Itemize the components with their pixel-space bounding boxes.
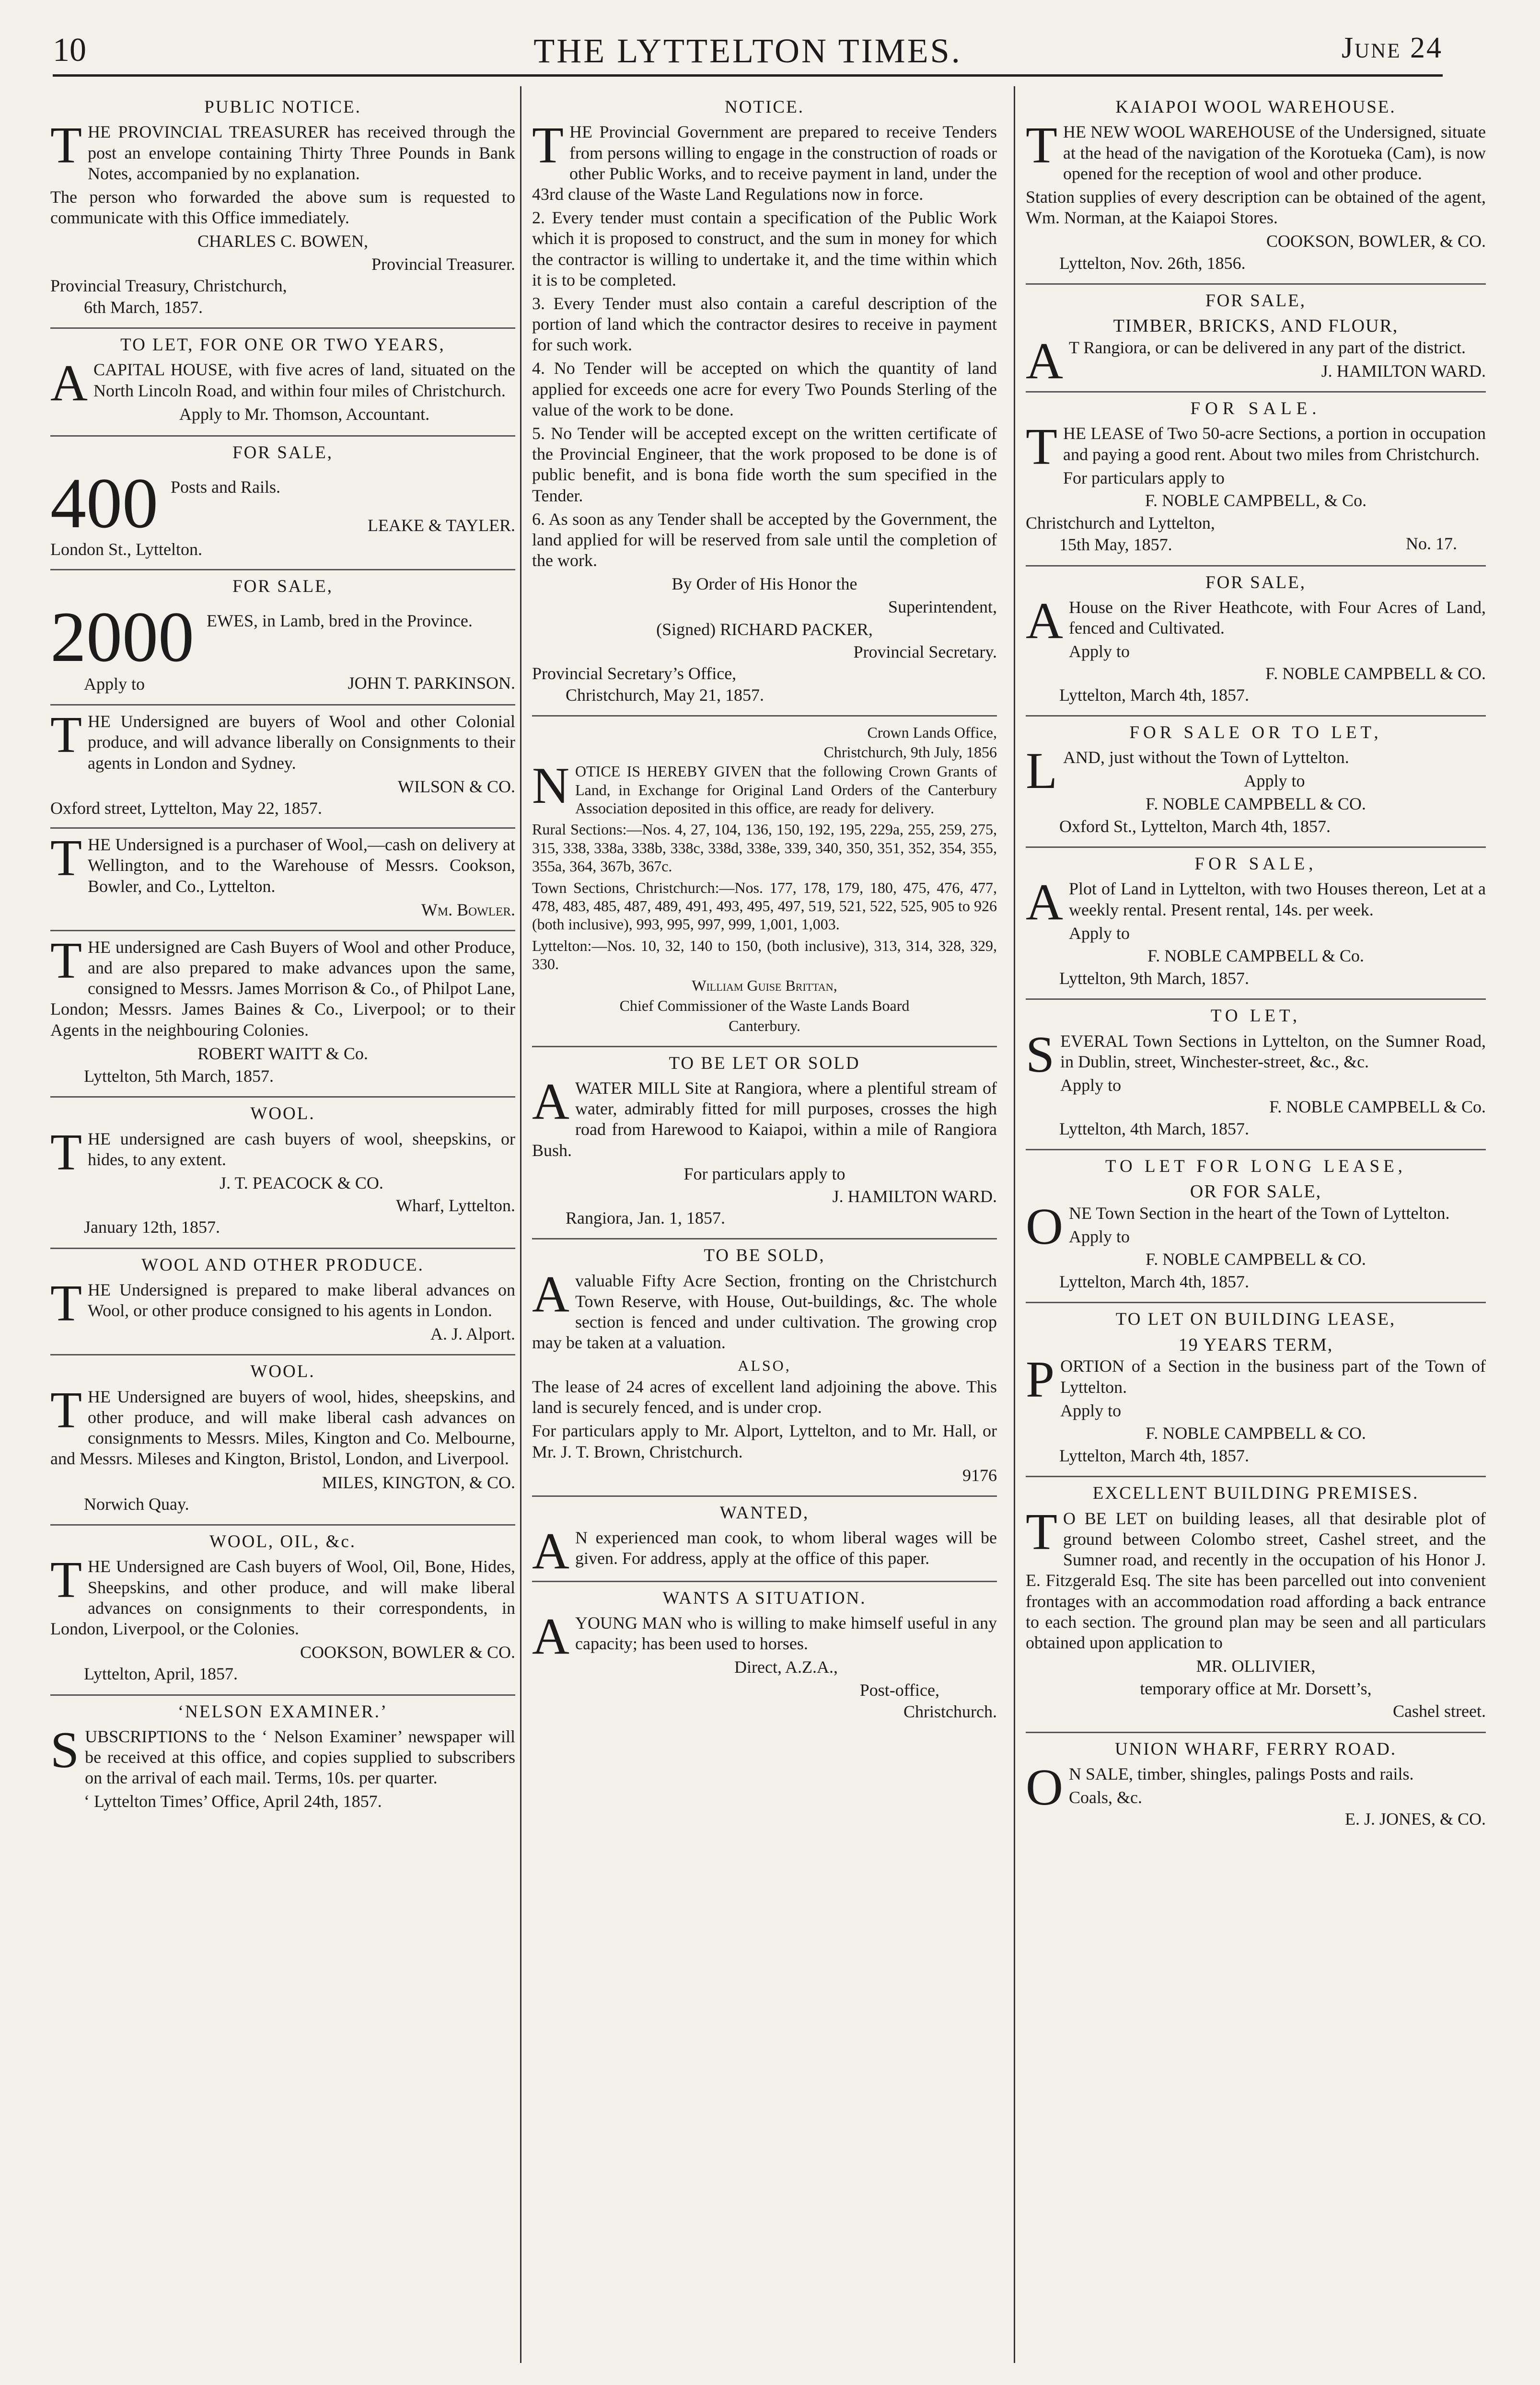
ad-subheading: TIMBER, BRICKS, AND FLOUR, xyxy=(1113,316,1399,336)
ad-heading: TO BE LET OR SOLD xyxy=(669,1053,860,1073)
ad-signer: CHARLES C. BOWEN, xyxy=(197,232,368,251)
ad-signer: JOHN T. PARKINSON. xyxy=(347,673,515,693)
ad-order: By Order of His Honor the xyxy=(672,574,857,594)
drop-cap: A xyxy=(1026,332,1063,390)
ad-to-let-house xyxy=(50,329,515,437)
ad-body: HE Undersigned are buyers of Wool and other Colonial produce, and will advance liberally on Consignments to their agents in London and Sydney. xyxy=(87,712,515,773)
ad-apply: For particulars apply to xyxy=(1063,468,1225,487)
ad-signer: Wm. Bowler. xyxy=(421,900,515,919)
ad-address: Post-office, xyxy=(859,1680,939,1700)
ad-wool-buyers xyxy=(50,706,515,829)
ad-body: House on the River Heathcote, with Four Acres of Land, fenced and Cultivated. xyxy=(1069,597,1486,638)
ad-wanted-cook xyxy=(532,1497,997,1582)
page-number: 10 xyxy=(53,32,86,69)
ad-signer: William Guise Brittan, xyxy=(692,976,837,994)
ad-heading: PUBLIC NOTICE. xyxy=(204,97,361,117)
drop-cap: T xyxy=(50,830,82,887)
drop-cap: O xyxy=(1026,1198,1063,1255)
ad-cash-buyers xyxy=(50,931,515,1098)
masthead: THE LYTTELTON TIMES. xyxy=(533,32,962,70)
ad-signer: COOKSON, BOWLER & CO. xyxy=(300,1643,515,1662)
ad-place: London St., Lyttelton. xyxy=(50,540,203,559)
ad-signer: MILES, KINGTON, & CO. xyxy=(322,1472,515,1492)
ad-heading: FOR SALE, xyxy=(232,576,333,596)
ad-place: Norwich Quay. xyxy=(84,1494,189,1514)
ad-signer: (Signed) RICHARD PACKER, xyxy=(656,619,873,639)
ad-signer: E. J. JONES, & CO. xyxy=(1344,1809,1486,1829)
ad-signer: J. HAMILTON WARD. xyxy=(832,1187,997,1206)
ad-body: N experienced man cook, to whom liberal wages will be given. For address, apply at the office of this paper. xyxy=(575,1528,997,1568)
ad-place: Rangiora, Jan. 1, 1857. xyxy=(566,1208,725,1228)
ad-body: valuable Fifty Acre Section, fronting on the Christchurch Town Reserve, with House, Out-buildings, &c. The whole section is fenced and under cultivation. The growing crop may be taken at a valuation. xyxy=(532,1271,997,1353)
column-rule xyxy=(1014,86,1015,2363)
ad-wool-produce xyxy=(50,1249,515,1356)
ad-body: HE Undersigned is prepared to make liberal advances on Wool, or other produce consigned to his agents in London. xyxy=(87,1280,515,1320)
ad-title: temporary office at Mr. Dorsett’s, xyxy=(1140,1679,1372,1699)
ad-ewes xyxy=(50,570,515,706)
column-3 xyxy=(1026,91,1486,1840)
ad-body: OTICE IS HEREBY GIVEN that the following Crown Grants of Land, in Exchange for Original Land Orders of the Canterbury Association deposited in this office, are ready for delivery. xyxy=(575,763,997,817)
issue-date: June 24 xyxy=(1341,32,1443,64)
ad-signer: F. NOBLE CAMPBELL & Co. xyxy=(1147,946,1364,965)
ad-land-sale xyxy=(1026,717,1486,848)
ad-body: WATER MILL Site at Rangiora, where a plentiful stream of water, admirably fitted for mill purposes, crosses the high road from Harewood to Kaiapoi, within a mile of Rangiora Bush. xyxy=(532,1078,997,1160)
ad-subheading: OR FOR SALE, xyxy=(1190,1181,1322,1202)
ad-signer: J. T. PEACOCK & CO. xyxy=(220,1173,383,1192)
ad-quantity: 400 xyxy=(50,463,158,544)
ad-apply: Apply to xyxy=(1069,642,1130,661)
drop-cap: A xyxy=(1026,874,1063,931)
drop-cap: T xyxy=(50,1274,82,1332)
ad-date: 6th March, 1857. xyxy=(84,297,203,317)
drop-cap: O xyxy=(1026,1759,1063,1817)
ad-office: Crown Lands Office, xyxy=(867,724,997,741)
ad-water-mill xyxy=(532,1047,997,1240)
ad-body: CAPITAL HOUSE, with five acres of land, situated on the North Lincoln Road, and within four miles of Christchurch. xyxy=(93,360,515,400)
ad-kaiapoi-warehouse xyxy=(1026,91,1486,285)
ad-place: Lyttelton, 5th March, 1857. xyxy=(84,1066,274,1086)
ad-wool-peacock xyxy=(50,1098,515,1249)
ad-date: Christchurch, 9th July, 1856 xyxy=(823,743,997,761)
ad-footer: ‘ Lyttelton Times’ Office, April 24th, 1857. xyxy=(84,1792,382,1811)
ad-crown-lands xyxy=(532,717,997,1047)
drop-cap: A xyxy=(1026,592,1063,649)
ad-signer: F. NOBLE CAMPBELL & CO. xyxy=(1265,663,1486,683)
ad-place: Lyttelton, March 4th, 1857. xyxy=(1059,685,1249,705)
ad-heading: FOR SALE OR TO LET, xyxy=(1129,722,1382,742)
ad-body: T Rangiora, or can be delivered in any part of the district. xyxy=(1069,337,1466,357)
ad-public-notice xyxy=(50,91,515,329)
ad-title: Provincial Treasurer. xyxy=(371,254,515,274)
ad-wool-oil xyxy=(50,1526,515,1696)
ad-heading: ‘NELSON EXAMINER.’ xyxy=(177,1702,388,1722)
ad-body: HE Undersigned are Cash buyers of Wool, Oil, Bone, Hides, Sheepskins, and other produce, and will make liberal advances on consignments to their correspondents, in London, Liverpool, or the Colonies. xyxy=(50,1557,515,1638)
ad-body: EWES, in Lamb, bred in the Province. xyxy=(207,611,473,630)
ad-place: Wharf, Lyttelton. xyxy=(396,1196,515,1216)
ad-clause: 3. Every Tender must also contain a careful description of the portion of land which the contractor desires to receive in payment for such work. xyxy=(532,293,997,355)
ad-date: January 12th, 1857. xyxy=(84,1217,220,1237)
ad-address: Christchurch. xyxy=(903,1702,997,1721)
ad-wool-miles xyxy=(50,1355,515,1526)
drop-cap: T xyxy=(50,1381,82,1439)
drop-cap: A xyxy=(50,355,88,412)
drop-cap: T xyxy=(1026,117,1057,174)
ad-body: HE NEW WOOL WAREHOUSE of the Undersigned, situate at the head of the navigation of the Korotueka (Cam), is now opened for the reception of wool and other produce. xyxy=(1063,122,1486,183)
ad-body: Coals, &c. xyxy=(1069,1788,1142,1807)
ad-body: For particulars apply to Mr. Alport, Lyttelton, and to Mr. Hall, or Mr. J. T. Brown, Christchurch. xyxy=(532,1421,997,1461)
ad-signer: COOKSON, BOWLER, & CO. xyxy=(1266,232,1486,251)
ad-heading: FOR SALE, xyxy=(1194,854,1317,874)
ad-heading: FOR SALE, xyxy=(1205,290,1306,311)
ad-heading: WOOL. xyxy=(250,1104,315,1124)
ad-signer: F. NOBLE CAMPBELL & Co. xyxy=(1269,1097,1486,1117)
ad-lyttelton-sections: Lyttelton:—Nos. 10, 32, 140 to 150, (both inclusive), 313, 314, 328, 329, 330. xyxy=(532,937,997,973)
drop-cap: A xyxy=(532,1608,569,1666)
drop-cap: T xyxy=(50,117,82,174)
ad-building-premises xyxy=(1026,1477,1486,1733)
ad-body: HE Provincial Government are prepared to receive Tenders from persons willing to engage in the construction of roads or other Public Works, and to receive payment in land, under the 43rd clause of the Waste Land Regulations now in force. xyxy=(532,122,997,204)
ad-apply: Apply to xyxy=(84,674,145,694)
ad-apply: Apply to xyxy=(1069,1227,1130,1246)
column-2 xyxy=(532,91,997,1732)
ad-heading: WOOL AND OTHER PRODUCE. xyxy=(141,1255,424,1275)
ad-place: Lyttelton, April, 1857. xyxy=(84,1664,238,1684)
drop-cap: S xyxy=(1026,1026,1055,1083)
ad-tenders-notice xyxy=(532,91,997,717)
drop-cap: T xyxy=(50,1123,82,1181)
drop-cap: L xyxy=(1026,742,1057,800)
ad-place: Lyttelton, Nov. 26th, 1856. xyxy=(1059,253,1246,273)
ad-plot-lyttelton xyxy=(1026,848,1486,1000)
drop-cap: T xyxy=(1026,418,1057,476)
ad-reference: No. 17. xyxy=(1406,534,1457,554)
ad-body: Station supplies of every description can be obtained of the agent, Wm. Norman, at the Kaiapoi Stores. xyxy=(1026,187,1486,228)
ad-signer: F. NOBLE CAMPBELL & CO. xyxy=(1146,1423,1366,1443)
ad-lease-sections xyxy=(1026,393,1486,567)
ad-body: HE LEASE of Two 50-acre Sections, a portion in occupation and paying a good rent. About two miles from Christchurch. xyxy=(1063,424,1486,464)
ad-heading: WANTS A SITUATION. xyxy=(662,1588,867,1608)
drop-cap: N xyxy=(532,757,569,815)
ad-heading: KAIAPOI WOOL WAREHOUSE. xyxy=(1115,97,1396,117)
ad-place: Oxford St., Lyttelton, March 4th, 1857. xyxy=(1059,816,1331,836)
ad-clause: 2. Every tender must contain a specification of the Public Work which it is proposed to construct, and the sum in money for which the contractor is willing to undertake it, and the time within which it is to be completed. xyxy=(532,208,997,289)
ad-signer: F. NOBLE CAMPBELL & CO. xyxy=(1146,1250,1366,1269)
ad-to-be-sold xyxy=(532,1239,997,1496)
ad-address: Direct, A.Z.A., xyxy=(734,1657,838,1677)
ad-clause: 5. No Tender will be accepted except on the written certificate of the Provincial Engineer, that the work proposed to be done is of public benefit, and is bona fide worth the sum specified in the Tender. xyxy=(532,424,997,505)
ad-house-heathcote xyxy=(1026,567,1486,717)
ad-heading: WANTED, xyxy=(719,1503,810,1523)
ad-signer: MR. OLLIVIER, xyxy=(1196,1656,1316,1676)
ad-apply: Apply to xyxy=(1060,1401,1122,1420)
ad-heading: FOR SALE. xyxy=(1190,399,1321,419)
ad-place: Oxford street, Lyttelton, May 22, 1857. xyxy=(50,798,322,818)
ad-body: YOUNG MAN who is willing to make himself useful in any capacity; has been used to horses. xyxy=(575,1613,997,1654)
drop-cap: S xyxy=(50,1721,80,1779)
ad-body: NE Town Section in the heart of the Town of Lyttelton. xyxy=(1069,1203,1450,1223)
ad-contact: Apply to Mr. Thomson, Accountant. xyxy=(179,404,430,424)
ad-body: HE undersigned are Cash Buyers of Wool and other Produce, and are also prepared to make advances upon the same, consigned to Messrs. James Morrison & Co., of Philpot Lane, London; Messrs. James Baines & Co., Liverpool; or to their Agents in the neighbouring Colonies. xyxy=(50,937,515,1040)
drop-cap: P xyxy=(1026,1351,1055,1409)
ad-clause: 4. No Tender will be accepted on which the quantity of land applied for exceeds one acre for every Two Pounds Sterling of the value of the work to be done. xyxy=(532,359,997,419)
ad-heading: TO LET, xyxy=(1210,1006,1301,1026)
ad-timber-bricks xyxy=(1026,285,1486,393)
ad-body: ORTION of a Section in the business part of the Town of Lyttelton. xyxy=(1060,1356,1486,1397)
ad-body: The person who forwarded the above sum is requested to communicate with this Office immediately. xyxy=(50,187,515,228)
ad-signer: WILSON & CO. xyxy=(398,776,515,796)
drop-cap: T xyxy=(50,1551,82,1609)
ad-wants-situation xyxy=(532,1582,997,1732)
column-rule xyxy=(520,86,521,2363)
ad-heading: EXCELLENT BUILDING PREMISES. xyxy=(1092,1483,1419,1504)
ad-body: Plot of Land in Lyttelton, with two Houses thereon, Let at a weekly rental. Present rental, 14s. per week. xyxy=(1069,879,1486,919)
ad-body: UBSCRIPTIONS to the ‘ Nelson Examiner’ newspaper will be received at this office, and copies supplied to subscribers on the arrival of each mail. Terms, 10s. per quarter. xyxy=(85,1726,515,1788)
ad-title: Chief Commissioner of the Waste Lands Board xyxy=(619,996,910,1014)
ad-subheading: 19 YEARS TERM, xyxy=(1178,1334,1333,1355)
ad-clause: 6. As soon as any Tender shall be accepted by the Government, the land applied for will be reserved from sale until the completion of the work. xyxy=(532,509,997,570)
ad-date: Christchurch, May 21, 1857. xyxy=(566,685,764,705)
ad-heading: WOOL, OIL, &c. xyxy=(209,1531,357,1551)
ad-heading: NOTICE. xyxy=(725,97,804,117)
drop-cap: T xyxy=(532,117,564,174)
ad-body: EVERAL Town Sections in Lyttelton, on the Sumner Road, in Dublin, street, Winchester-street, &c., &c. xyxy=(1060,1031,1486,1071)
ad-town-sections: Town Sections, Christchurch:—Nos. 177, 178, 179, 180, 475, 476, 477, 478, 483, 485, 487, 489, 491, 493, 495, 497, 519, 521, 522, 525, 905 to 926 (both inclusive), 993, 995, 997, 999, 1,001, 1,003. xyxy=(532,879,997,933)
ad-signer: F. NOBLE CAMPBELL, & Co. xyxy=(1145,491,1367,510)
ad-heading: FOR SALE, xyxy=(1205,572,1306,592)
ad-body: Posts and Rails. xyxy=(171,477,281,497)
ad-body: HE undersigned are cash buyers of wool, sheepskins, or hides, to any extent. xyxy=(87,1129,515,1169)
drop-cap: T xyxy=(1026,1503,1057,1561)
ad-body: AND, just without the Town of Lyttelton. xyxy=(1063,748,1349,767)
ad-heading: TO BE SOLD, xyxy=(704,1246,825,1266)
ad-heading: FOR SALE, xyxy=(232,443,333,463)
ad-heading: TO LET FOR LONG LEASE, xyxy=(1105,1156,1406,1176)
ad-title: Canterbury. xyxy=(729,1017,800,1035)
ad-body: HE Undersigned is a purchaser of Wool,—cash on delivery at Wellington, and to the Warehouse of Messrs. Cookson, Bowler, and Co., Lyttelton. xyxy=(87,835,515,896)
ad-also: ALSO, xyxy=(738,1356,791,1374)
ad-place: Provincial Secretary’s Office, xyxy=(532,664,737,683)
ad-title: Cashel street. xyxy=(1393,1702,1486,1721)
ad-union-wharf xyxy=(1026,1733,1486,1840)
ad-heading: WOOL. xyxy=(250,1362,315,1382)
ad-apply: Apply to xyxy=(1069,923,1130,943)
ad-quantity: 2000 xyxy=(50,597,194,677)
drop-cap: T xyxy=(50,932,82,989)
ad-body: HE PROVINCIAL TREASURER has received through the post an envelope containing Thirty Three Pounds in Bank Notes, accompanied by no explanation. xyxy=(87,122,515,183)
page-header xyxy=(53,26,1443,77)
column-1 xyxy=(50,91,515,1822)
ad-signer: J. HAMILTON WARD. xyxy=(1321,361,1486,381)
ad-place: Lyttelton, March 4th, 1857. xyxy=(1059,1446,1249,1466)
ad-apply: Apply to xyxy=(1060,1076,1122,1095)
ad-signer: LEAKE & TAYLER. xyxy=(367,515,515,535)
ad-signer: A. J. Alport. xyxy=(430,1324,515,1344)
ad-date: 15th May, 1857. xyxy=(1059,535,1172,555)
ad-posts-and-rails xyxy=(50,437,515,570)
ad-body: O BE LET on building leases, all that desirable plot of ground between Colombo street, Cashel street, and the Sumner road, and recently in the occupation of his Honor J. E. Fitzgerald Esq. The site has been parcelled out into convenient frontages with an accommodation road affording a back entrance to each section. The ground plan may be seen and all particulars obtained upon application to xyxy=(1026,1508,1486,1652)
ad-order: Superintendent, xyxy=(888,597,997,616)
ad-title: Provincial Secretary. xyxy=(853,642,997,661)
drop-cap: A xyxy=(532,1523,569,1580)
ad-town-sections xyxy=(1026,1000,1486,1150)
ad-place: Provincial Treasury, Christchurch, xyxy=(50,276,287,295)
ad-apply: Apply to xyxy=(1244,771,1305,791)
ad-reference: 9176 xyxy=(962,1465,997,1485)
ad-building-lease xyxy=(1026,1303,1486,1477)
drop-cap: T xyxy=(50,706,82,764)
ad-place: Lyttelton, 4th March, 1857. xyxy=(1059,1119,1249,1138)
ad-long-lease xyxy=(1026,1150,1486,1304)
ad-nelson-examiner xyxy=(50,1696,515,1822)
ad-place: Christchurch and Lyttelton, xyxy=(1026,513,1215,533)
ad-signer: F. NOBLE CAMPBELL & CO. xyxy=(1146,794,1366,813)
ad-signer: ROBERT WAITT & Co. xyxy=(197,1043,368,1063)
ad-apply: For particulars apply to xyxy=(683,1164,845,1183)
ad-place: Lyttelton, March 4th, 1857. xyxy=(1059,1272,1249,1292)
ad-heading: TO LET, FOR ONE OR TWO YEARS, xyxy=(120,335,445,355)
drop-cap: A xyxy=(532,1265,569,1323)
ad-wool-purchaser xyxy=(50,829,515,931)
ad-body: N SALE, timber, shingles, palings Posts and rails. xyxy=(1069,1764,1414,1784)
drop-cap: A xyxy=(532,1073,569,1131)
ad-body: HE Undersigned are buyers of wool, hides, sheepskins, and other produce, and will make liberal cash advances on consignments to Messrs. Miles, Kington and Co. Melbourne, and Messrs. Mileses and Kington, Bristol, London, and Liverpool. xyxy=(50,1387,515,1469)
ad-heading: TO LET ON BUILDING LEASE, xyxy=(1115,1309,1396,1330)
ad-body: The lease of 24 acres of excellent land adjoining the above. This land is securely fenced, and is under crop. xyxy=(532,1377,997,1417)
ad-place: Lyttelton, 9th March, 1857. xyxy=(1059,969,1249,988)
ad-rural-sections: Rural Sections:—Nos. 4, 27, 104, 136, 150, 192, 195, 229a, 255, 259, 275, 315, 338, 338a, 338b, 338c, 338d, 338e, 339, 340, 350, 351, 352, 354, 355, 355a, 364, 367b, 367c. xyxy=(532,821,997,875)
ad-heading: UNION WHARF, FERRY ROAD. xyxy=(1114,1739,1397,1759)
